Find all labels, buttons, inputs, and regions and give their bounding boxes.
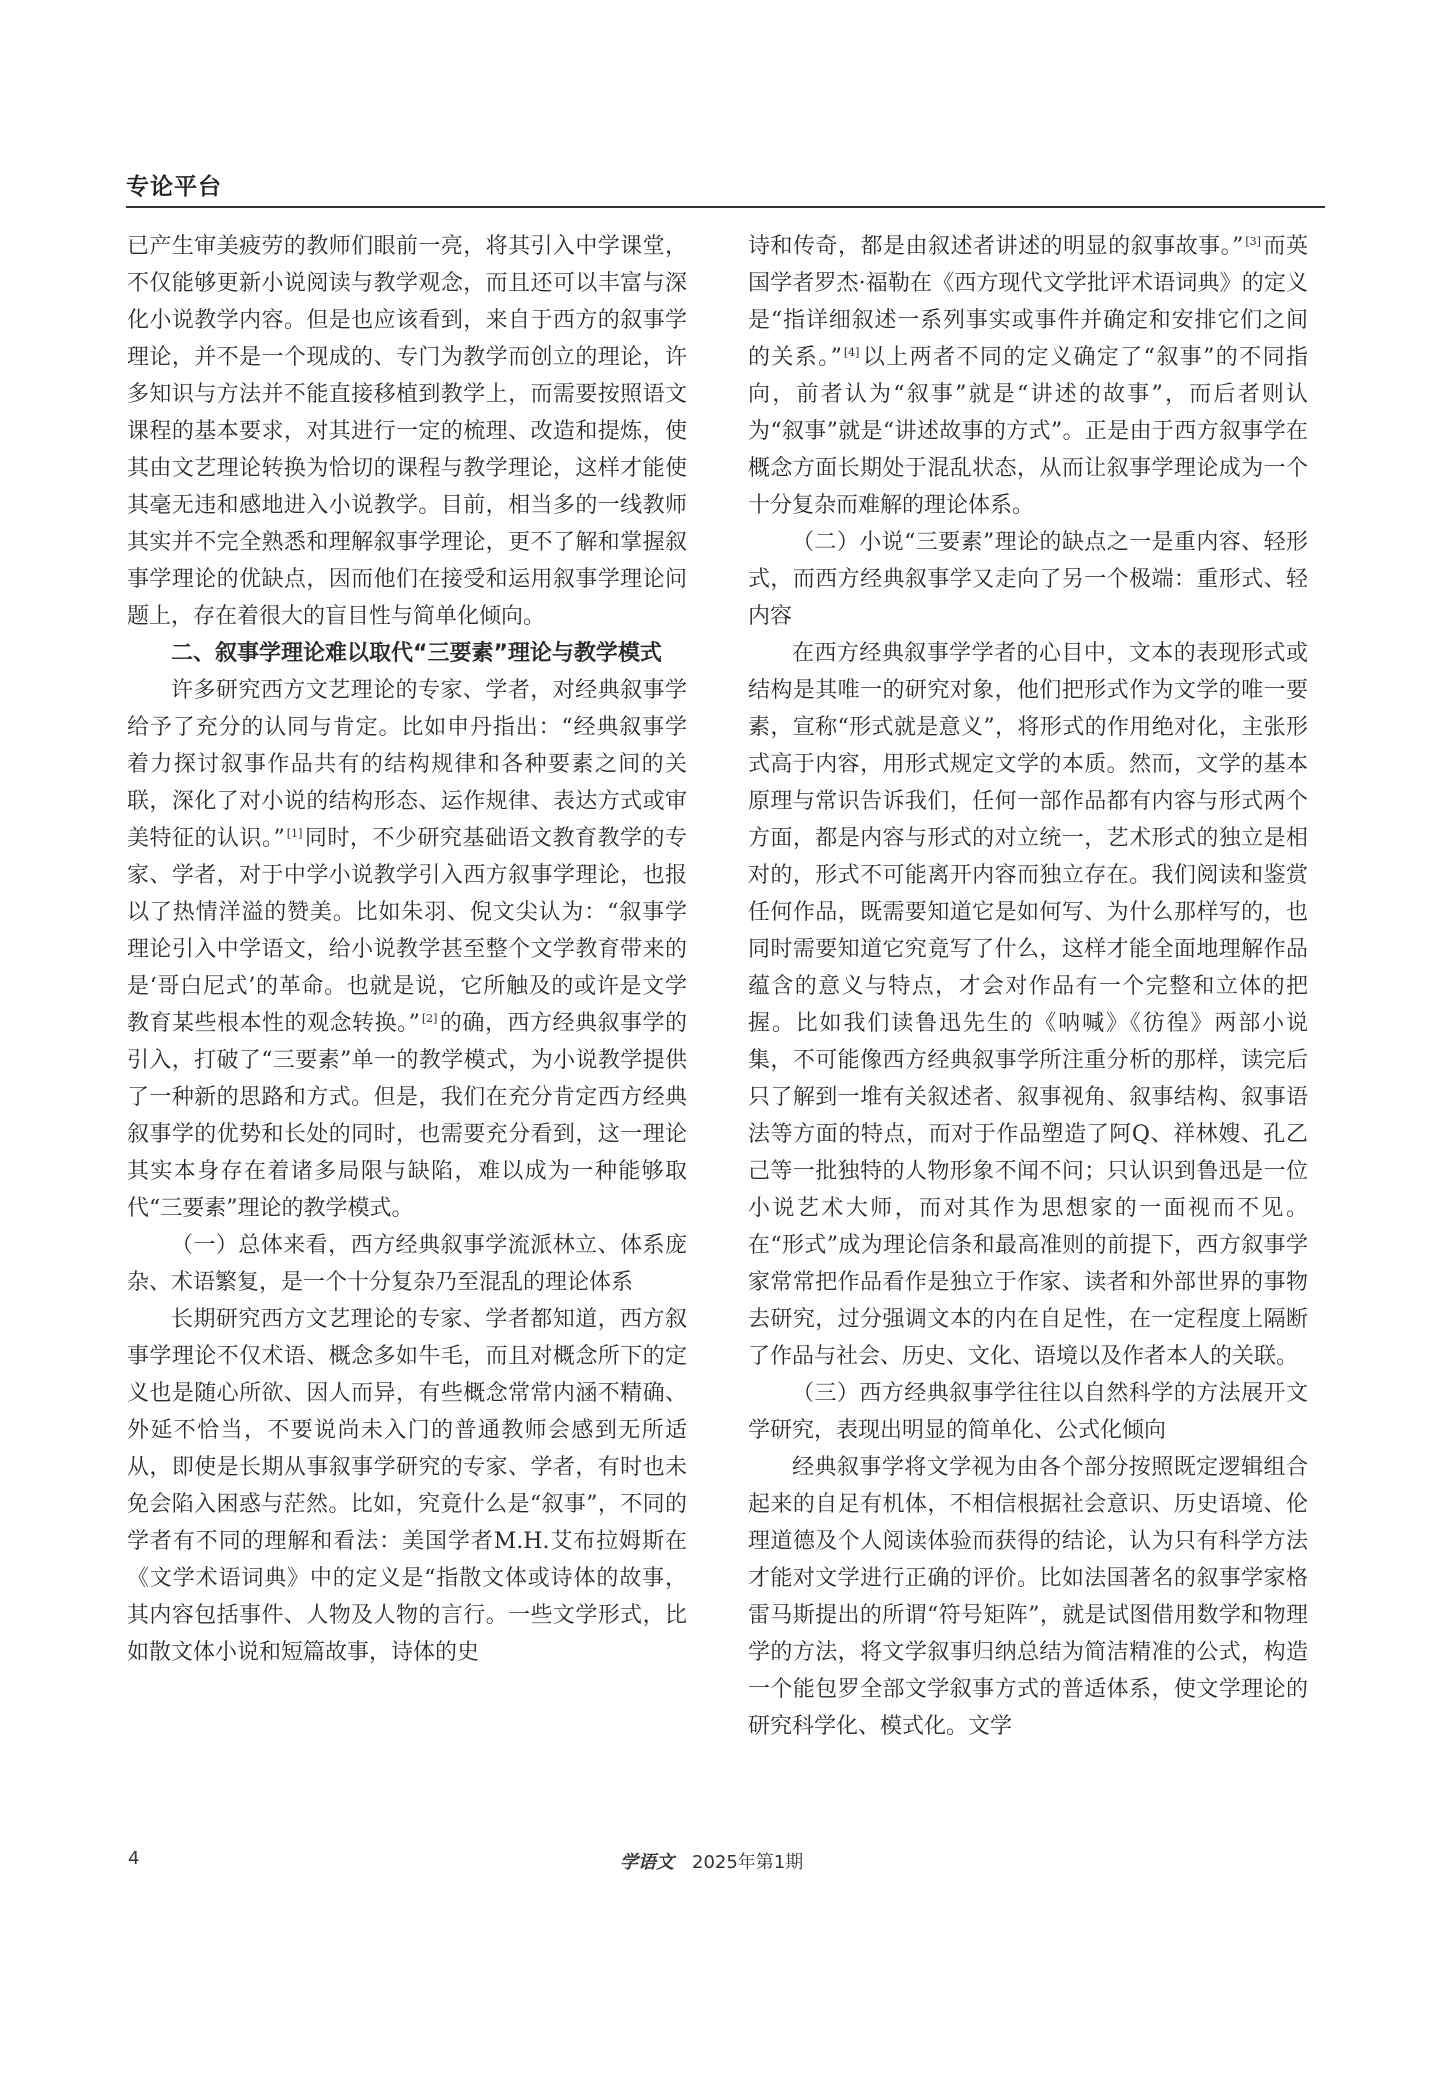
right-column (748, 228, 1308, 1820)
paragraph-text: 许多研究西方文艺理论的专家、学者，对经典叙事学给予了充分的认同与肯定。比如申丹指出：“经典叙事学着力探讨叙事作品共有的结构规律和各种要素之间的关联，深化了对小说的结构形态、运作规律、表达方式或审美特征的认识。” (127, 678, 687, 851)
left-column (127, 228, 687, 1820)
page-number: 4 (128, 1848, 140, 1869)
citation-ref: [4] (843, 345, 860, 359)
section-heading: 二、叙事学理论难以取代“三要素”理论与教学模式 (171, 641, 662, 666)
header-divider (126, 206, 1325, 208)
citation-ref: [1] (286, 826, 303, 840)
paragraph: 长期研究西方文艺理论的专家、学者都知道，西方叙事学理论不仅术语、概念多如牛毛，而且对概念所下的定义也是随心所欲、因人而异，有些概念常常内涵不精确、外延不恰当，不要说尚未入门的普通教师会感到无所适从，即使是长期从事叙事学研究的专家、学者，有时也未免会陷入困惑与茫然。比如，究竟什么是“叙事”，不同的学者有不同的理解和看法：美国学者M.H.艾布拉姆斯在《文学术语词典》中的定义是“指散文体或诗体的故事，其内容包括事件、人物及人物的言行。一些文学形式，比如散文体小说和短篇故事，诗体的史 (127, 1307, 687, 1665)
paragraph-continued: 已产生审美疲劳的教师们眼前一亮，将其引入中学课堂，不仅能够更新小说阅读与教学观念，而且还可以丰富与深化小说教学内容。但是也应该看到，来自于西方的叙事学理论，并不是一个现成的、专门为教学而创立的理论，许多知识与方法并不能直接移植到教学上，而需要按照语文课程的基本要求，对其进行一定的梳理、改造和提炼，使其由文艺理论转换为恰切的课程与教学理论，这样才能使其毫无违和感地进入小说教学。目前，相当多的一线教师其实并不完全熟悉和理解叙事学理论，更不了解和掌握叙事学理论的优缺点，因而他们在接受和运用叙事学理论问题上，存在着很大的盲目性与简单化倾向。 (127, 234, 687, 629)
paragraph-text: 以上两者不同的定义确定了“叙事”的不同指向，前者认为“叙事”就是“讲述的故事”，而后者则认为“叙事”就是“讲述故事的方式”。正是由于西方叙事学在概念方面长期处于混乱状态，从而让叙事学理论成为一个十分复杂而难解的理论体系。 (748, 345, 1308, 518)
journal-logo: 学语文 (620, 1852, 674, 1873)
paragraph-text: 诗和传奇，都是由叙述者讲述的明显的叙事故事。” (748, 234, 1244, 259)
paragraph: 经典叙事学将文学视为由各个部分按照既定逻辑组合起来的自足有机体，不相信根据社会意识、历史语境、伦理道德及个人阅读体验而获得的结论，认为只有科学方法才能对文学进行正确的评价。比如法国著名的叙事学家格雷马斯提出的所谓“符号矩阵”，就是试图借用数学和物理学的方法，将文学叙事归纳总结为简洁精准的公式，构造一个能包罗全部文学叙事方式的普适体系，使文学理论的研究科学化、模式化。文学 (748, 1455, 1308, 1739)
section-header-title: 专论平台 (126, 174, 222, 200)
subsection-heading: （三）西方经典叙事学往往以自然科学的方法展开文学研究，表现出明显的简单化、公式化倾向 (748, 1381, 1308, 1443)
subsection-heading: （一）总体来看，西方经典叙事学流派林立、体系庞杂、术语繁复，是一个十分复杂乃至混乱的理论体系 (127, 1233, 687, 1295)
subsection-heading: （二）小说“三要素”理论的缺点之一是重内容、轻形式，而西方经典叙事学又走向了另一个极端：重形式、轻内容 (748, 530, 1308, 629)
citation-ref: [3] (1245, 234, 1261, 248)
paragraph-text: 同时，不少研究基础语文教育教学的专家、学者，对于中学小说教学引入西方叙事学理论，也报以了热情洋溢的赞美。比如朱羽、倪文尖认为：“叙事学理论引入中学语文，给小说教学甚至整个文学教育带来的是‘哥白尼式’的革命。也就是说，它所触及的或许是文学教育某些根本性的观念转换。” (127, 826, 687, 1036)
journal-issue: 2025年第1期 (692, 1852, 804, 1873)
paragraph-continued (748, 228, 1308, 524)
paragraph (127, 672, 687, 1227)
citation-ref: [2] (421, 1011, 438, 1025)
paragraph-text: 的确，西方经典叙事学的引入，打破了“三要素”单一的教学模式，为小说教学提供了一种新的思路和方式。但是，我们在充分肯定西方经典叙事学的优势和长处的同时，也需要充分看到，这一理论其实本身存在着诸多局限与缺陷，难以成为一种能够取代“三要素”理论的教学模式。 (127, 1011, 687, 1221)
paragraph-text: 而英国学者罗杰·福勒在《西方现代文学批评术语词典》的定义是“指详细叙述一系列事实或事件并确定和安排它们之间的关系。” (748, 234, 1308, 370)
paragraph: 在西方经典叙事学学者的心目中，文本的表现形式或结构是其唯一的研究对象，他们把形式作为文学的唯一要素，宣称“形式就是意义”，将形式的作用绝对化，主张形式高于内容，用形式规定文学的本质。然而，文学的基本原理与常识告诉我们，任何一部作品都有内容与形式两个方面，都是内容与形式的对立统一，艺术形式的独立是相对的，形式不可能离开内容而独立存在。我们阅读和鉴赏任何作品，既需要知道它是如何写、为什么那样写的，也同时需要知道它究竟写了什么，这样才能全面地理解作品蕴含的意义与特点，才会对作品有一个完整和立体的把握。比如我们读鲁迅先生的《呐喊》《彷徨》两部小说集，不可能像西方经典叙事学所注重分析的那样，读完后只了解到一堆有关叙述者、叙事视角、叙事结构、叙事语法等方面的特点，而对于作品塑造了阿Q、祥林嫂、孔乙己等一批独特的人物形象不闻不问；只认识到鲁迅是一位小说艺术大师，而对其作为思想家的一面视而不见。在“形式”成为理论信条和最高准则的前提下，西方叙事学家常常把作品看作是独立于作家、读者和外部世界的事物去研究，过分强调文本的内在自足性，在一定程度上隔断了作品与社会、历史、文化、语境以及作者本人的关联。 (748, 641, 1308, 1369)
journal-footer (620, 1848, 803, 1874)
